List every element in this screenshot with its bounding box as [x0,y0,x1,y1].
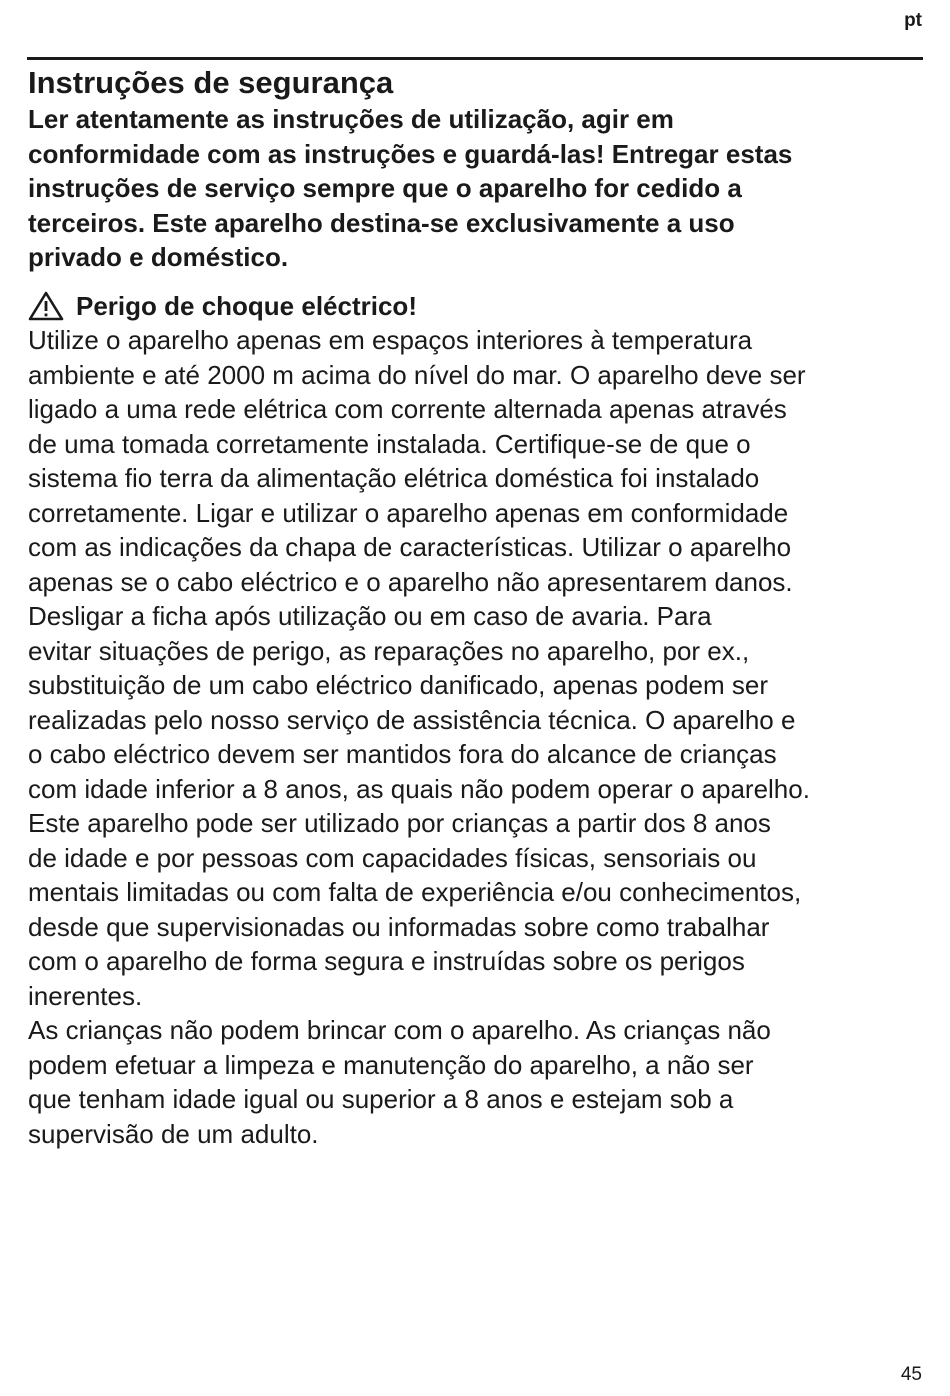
warning-heading-text: Perigo de choque eléctrico! [76,290,417,321]
body-line: com idade inferior a 8 anos, as quais não podem operar o aparelho. [28,773,810,804]
language-tag: pt [904,10,922,31]
header-divider [27,57,923,60]
page-content [28,64,928,1151]
warning-heading [28,289,928,324]
body-line: Utilize o aparelho apenas em espaços interiores à temperatura [28,325,753,355]
body-line: de uma tomada corretamente instalada. Certifique-se de que o [28,428,751,459]
body-line: podem efetuar a limpeza e manutenção do aparelho, a não ser [28,1049,754,1080]
body-line: com o aparelho de forma segura e instruídas sobre os perigos [28,946,745,976]
body-line: ambiente e até 2000 m acima do nível do mar. O aparelho deve ser [28,359,806,390]
body-line: com as indicações da chapa de características. Utilizar o aparelho [28,532,792,562]
body-line: apenas se o cabo eléctrico e o aparelho não apresentarem danos. [28,566,793,597]
intro-line: conformidade com as instruções e guardá-las! Entregar estas [28,138,793,169]
body-line: que tenham idade igual ou superior a 8 anos e estejam sob a [28,1084,734,1114]
warning-body [28,323,928,1151]
page-number: 45 [900,1364,922,1385]
intro-line: terceiros. Este aparelho destina-se exclusivamente a uso [28,207,735,238]
body-line: realizadas pelo nosso serviço de assistência técnica. O aparelho e [28,704,796,735]
body-line: o cabo eléctrico devem ser mantidos fora do alcance de crianças [28,739,777,769]
body-line: supervisão de um adulto. [28,1118,319,1149]
body-line: Este aparelho pode ser utilizado por crianças a partir dos 8 anos [28,808,771,838]
warning-triangle-icon [28,291,64,321]
body-line: As crianças não podem brincar com o aparelho. As crianças não [28,1015,771,1045]
body-line: ligado a uma rede elétrica com corrente alternada apenas através [28,394,787,424]
body-line: evitar situações de perigo, as reparações no aparelho, por ex., [28,635,750,666]
intro-line: instruções de serviço sempre que o aparelho for cedido a [28,173,742,203]
section-title: Instruções de segurança [28,65,394,100]
intro-line: privado e doméstico. [28,242,289,272]
body-line: Desligar a ficha após utilização ou em caso de avaria. Para [28,601,712,631]
body-line: desde que supervisionadas ou informadas sobre como trabalhar [28,911,770,942]
body-line: de idade e por pessoas com capacidades físicas, sensoriais ou [28,842,757,873]
body-line: substituição de um cabo eléctrico danificado, apenas podem ser [28,670,768,700]
body-line: corretamente. Ligar e utilizar o aparelho apenas em conformidade [28,497,789,528]
body-line: inerentes. [28,980,143,1011]
intro-paragraph [28,102,928,275]
body-line: mentais limitadas ou com falta de experiência e/ou conhecimentos, [28,877,802,907]
body-line: sistema fio terra da alimentação elétrica doméstica foi instalado [28,463,760,493]
intro-line: Ler atentamente as instruções de utilização, agir em [28,104,674,134]
